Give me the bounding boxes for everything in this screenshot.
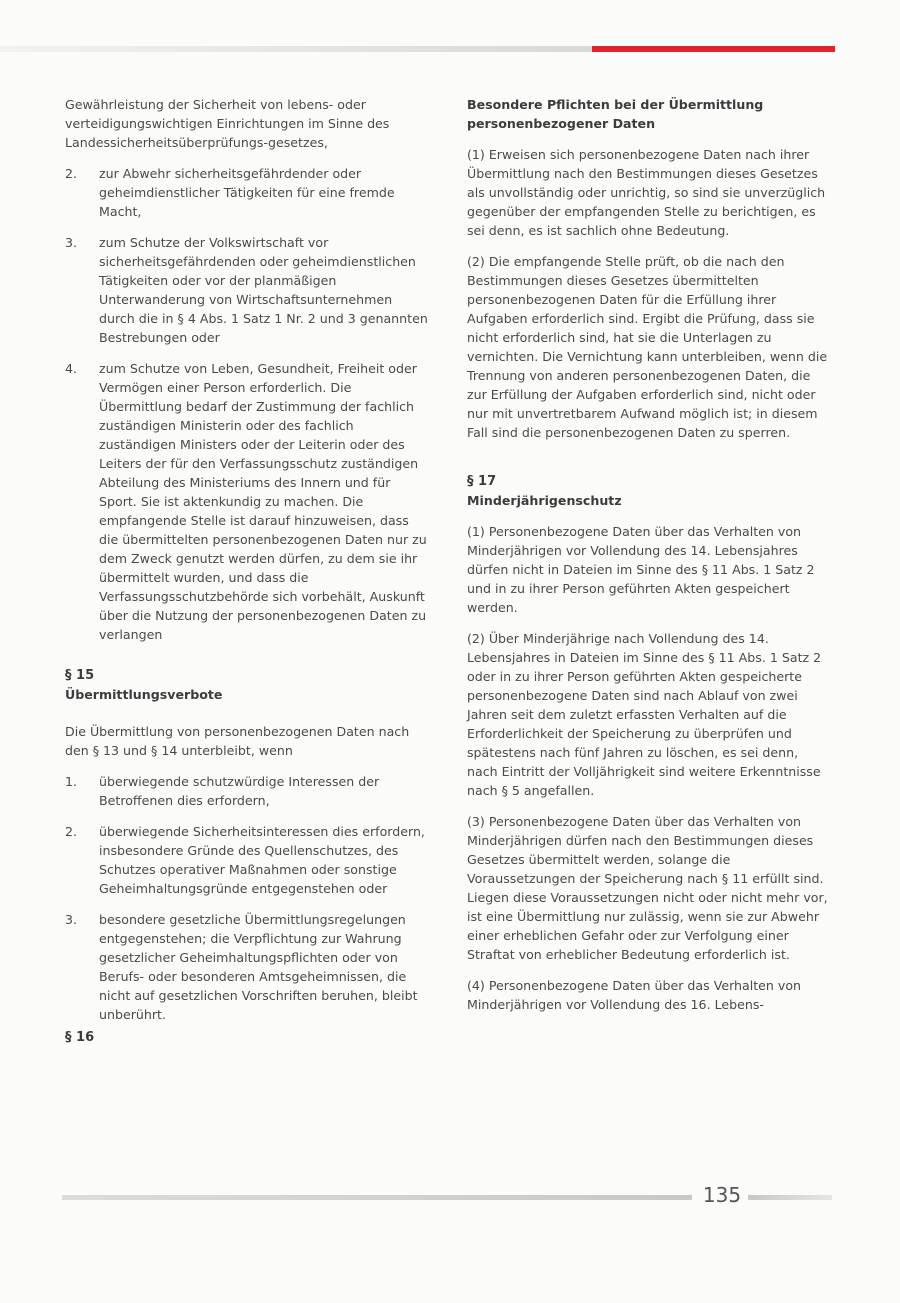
footer-rule-end xyxy=(748,1195,832,1200)
list-number: 3. xyxy=(65,912,78,927)
continuation-text: Gewährleistung der Sicherheit von lebens- oder verteidigungswichtigen Einrichtungen im Sinne des Landessicherheitsüberprüfungs-gesetzes, xyxy=(65,97,390,150)
paragraph: (1) Erweisen sich personenbezogene Daten nach ihrer Übermittlung nach den Bestimmungen dieses Gesetzes als unvollständig oder unrichtig, so sind sie unverzüglich gegenüber der empfangenden Stelle zu berichtigen, es sei denn, es ist sachlich ohne Bedeutung. xyxy=(467,147,826,238)
list-item xyxy=(65,822,430,898)
list-text: überwiegende Sicherheitsinteressen dies erfordern, insbesondere Gründe des Quellenschutzes, des Schutzes operativer Maßnahmen oder sonstige Geheimhaltungsgründe entgegenstehen oder xyxy=(99,824,425,896)
footer-rule xyxy=(62,1195,692,1200)
list-item xyxy=(65,910,430,1024)
paragraph: (4) Personenbezogene Daten über das Verhalten von Minderjährigen vor Vollendung des 16. Lebens- xyxy=(467,978,802,1012)
paragraph: (2) Über Minderjährige nach Vollendung des 14. Lebensjahres in Dateien im Sinne des § 11 Abs. 1 Satz 2 oder in zu ihrer Person geführten Akten gespeicherte personenbezogene Daten sind nach Ablauf von zwei Jahren seit dem zuletzt erfassten Verhalten auf die Erforderlichkeit der Speicherung zu überprüfen und spätestens nach fünf Jahren zu löschen, es sei denn, nach Eintritt der Volljährigkeit sind weitere Erkenntnisse nach § 5 angefallen. xyxy=(467,631,822,798)
section-15-number: § 15 xyxy=(65,668,95,683)
list-item xyxy=(65,233,430,347)
list-number: 3. xyxy=(65,235,78,250)
header-rule-gray xyxy=(0,46,592,52)
list-text: zum Schutze von Leben, Gesundheit, Freiheit oder Vermögen einer Person erforderlich. Die Übermittlung bedarf der Zustimmung der fachlich zuständigen Ministerin oder des fachlich zuständigen Ministers oder der Leiterin oder des Leiters der für den Verfassungsschutz zuständigen Abteilung des Ministeriums des Innern und für Sport. Sie ist aktenkundig zu machen. Die empfangende Stelle ist darauf hinzuweisen, dass die übermittelten personenbezogenen Daten nur zu dem Zweck genutzt werden dürfen, zu dem sie ihr übermittelt wurden, und dass die Verfassungsschutzbehörde sich vorbehält, Auskunft über die Nutzung der personenbezogenen Daten zu verlangen xyxy=(99,361,427,642)
list-text: besondere gesetzliche Übermittlungsregelungen entgegenstehen; die Verpflichtung zur Wahrung gesetzlicher Geheimhaltungspflichten oder von Berufs- oder besonderen Amtsgeheimnissen, die nicht auf gesetzlichen Vorschriften beruhen, bleibt unberührt. xyxy=(99,912,418,1022)
paragraph: (3) Personenbezogene Daten über das Verhalten von Minderjährigen dürfen nach den Bestimmungen dieses Gesetzes übermittelt werden, solange die Voraussetzungen der Speicherung nach § 11 erfüllt sind. Liegen diese Voraussetzungen nicht oder nicht mehr vor, ist eine Übermittlung nur zulässig, wenn sie zur Abwehr einer erheblichen Gefahr oder zur Verfolgung einer Straftat von erheblicher Bedeutung erforderlich ist. xyxy=(467,814,828,962)
left-column xyxy=(65,95,430,1047)
page-number: 135 xyxy=(702,1183,742,1207)
section-16-title: Besondere Pflichten bei der Übermittlung personenbezogener Daten xyxy=(467,97,764,131)
list-item xyxy=(65,359,430,644)
list-number: 2. xyxy=(65,166,78,181)
list-text: zum Schutze der Volkswirtschaft vor sicherheitsgefährdenden oder geheimdienstlichen Tätigkeiten oder vor der planmäßigen Unterwanderung von Wirtschaftsunternehmen durch die in § 4 Abs. 1 Satz 1 Nr. 2 und 3 genannten Bestrebungen oder xyxy=(99,235,428,345)
right-column xyxy=(467,95,829,1026)
header-rule-red xyxy=(592,46,835,52)
section-15-title: Übermittlungsverbote xyxy=(65,687,223,702)
list-item xyxy=(65,164,430,221)
section-16-number: § 16 xyxy=(65,1030,95,1045)
list-text: überwiegende schutzwürdige Interessen der Betroffenen dies erfordern, xyxy=(99,774,380,808)
section-17-number: § 17 xyxy=(467,474,497,489)
list-number: 4. xyxy=(65,361,78,376)
list-text: zur Abwehr sicherheitsgefährdender oder geheimdienstlicher Tätigkeiten für eine fremde Macht, xyxy=(99,166,395,219)
list-item xyxy=(65,772,430,810)
section-17-title: Minderjährigenschutz xyxy=(467,493,622,508)
section-15-intro: Die Übermittlung von personenbezogenen Daten nach den § 13 und § 14 unterbleibt, wenn xyxy=(65,724,410,758)
paragraph: (1) Personenbezogene Daten über das Verhalten von Minderjährigen vor Vollendung des 14. Lebensjahres dürfen nicht in Dateien im Sinne des § 11 Abs. 1 Satz 2 und in zu ihrer Person geführten Akten gespeichert werden. xyxy=(467,524,815,615)
list-number: 1. xyxy=(65,774,78,789)
paragraph: (2) Die empfangende Stelle prüft, ob die nach den Bestimmungen dieses Gesetzes übermittelten personenbezogenen Daten für die Erfüllung ihrer Aufgaben erforderlich sind. Ergibt die Prüfung, dass sie nicht erforderlich sind, hat sie die Unterlagen zu vernichten. Die Vernichtung kann unterbleiben, wenn die Trennung von anderen personenbezogenen Daten, die zur Erfüllung der Aufgaben erforderlich sind, nicht oder nur mit unvertretbarem Aufwand möglich ist; in diesem Fall sind die personenbezogenen Daten zu sperren. xyxy=(467,254,828,440)
list-number: 2. xyxy=(65,824,78,839)
